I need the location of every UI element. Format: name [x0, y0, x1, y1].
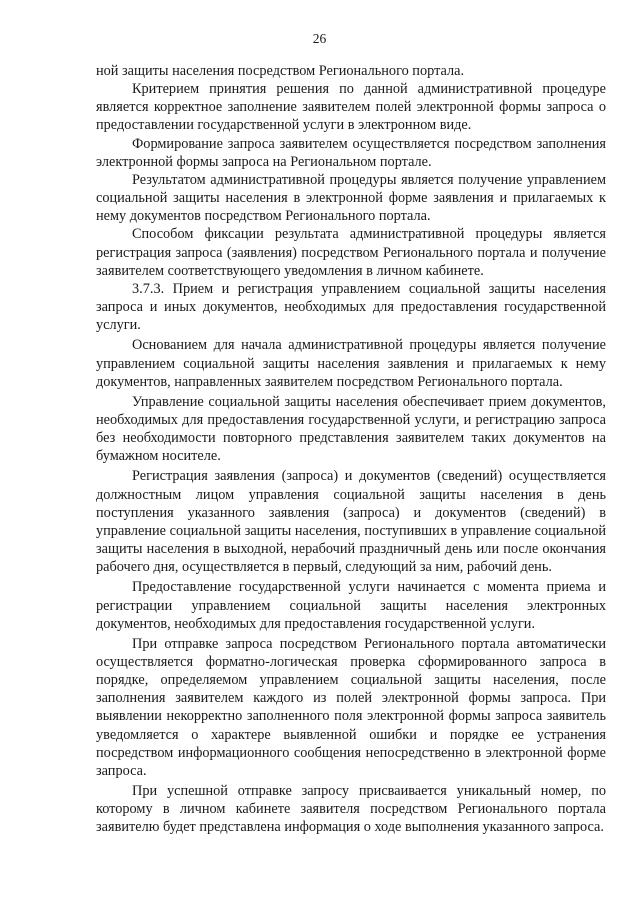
paragraph: При успешной отправке запросу присваивается уникальный номер, по которому в личном кабинете заявителя посредством Регионального портала заявителю будет представлена информация о ходе выполнения указанного запроса. — [96, 783, 606, 836]
paragraph: Формирование запроса заявителем осуществляется посредством заполнения электронной формы запроса на Региональном портале. — [96, 135, 606, 170]
page-number: 26 — [312, 31, 327, 46]
paragraph: Способом фиксации результата административной процедуры является регистрация запроса (заявления) посредством Регионального портала и получение заявителем соответствующего уведомления в личном кабинете. — [96, 226, 606, 279]
paragraph: Результатом административной процедуры является получение управлением социальной защиты населения в электронной форме заявления и прилагаемых к нему документов посредством Регионального портала. — [96, 171, 606, 225]
paragraph: При отправке запроса посредством Регионального портала автоматически осуществляется форматно-логическая проверка сформированного запроса в порядке, определяемом управлением социальной защиты населения, после заполнения заявителем каждого из полей электронной формы запроса. При выявлении некорректно заполненного поля электронной формы запроса заявитель уведомляется о характере выявленной ошибки и порядке ее устранения посредством информационного сообщения непосредственно в электронной форме запроса. — [96, 635, 606, 779]
paragraph: Предоставление государственной услуги начинается с момента приема и регистрации управлением социальной защиты населения электронных документов, необходимых для предоставления государственной услуги. — [96, 579, 606, 632]
paragraph: Основанием для начала административной процедуры является получение управлением социальной защиты населения заявления и прилагаемых к нему документов, направленных заявителем посредством Регионального портала. — [96, 337, 606, 390]
paragraph: ной защиты населения посредством Регионального портала. — [96, 63, 465, 79]
paragraph: Критерием принятия решения по данной административной процедуре является корректное заполнение заявителем полей электронной формы запроса о предоставлении государственной услуги в электронном виде. — [96, 81, 606, 134]
section-heading-3-7-3: 3.7.3. Прием и регистрация управлением социальной защиты населения запроса и иных документов, необходимых для предоставления государственной услуги. — [96, 280, 606, 334]
paragraph: Управление социальной защиты населения обеспечивает прием документов, необходимых для предоставления государственной услуги, и регистрацию запроса без необходимости повторного представления заявителем таких документов на бумажном носителе. — [96, 393, 606, 465]
document-body — [96, 62, 606, 837]
paragraph: Регистрация заявления (запроса) и документов (сведений) осуществляется должностным лицом управления социальной защиты населения в день поступления указанного заявления (запроса) и документов (сведений) в управление социальной защиты населения, поступивших в управление социальной защиты населения в выходной, нерабочий праздничный день или после окончания рабочего дня, осуществляется в первый, следующий за ним, рабочий день. — [96, 468, 606, 576]
